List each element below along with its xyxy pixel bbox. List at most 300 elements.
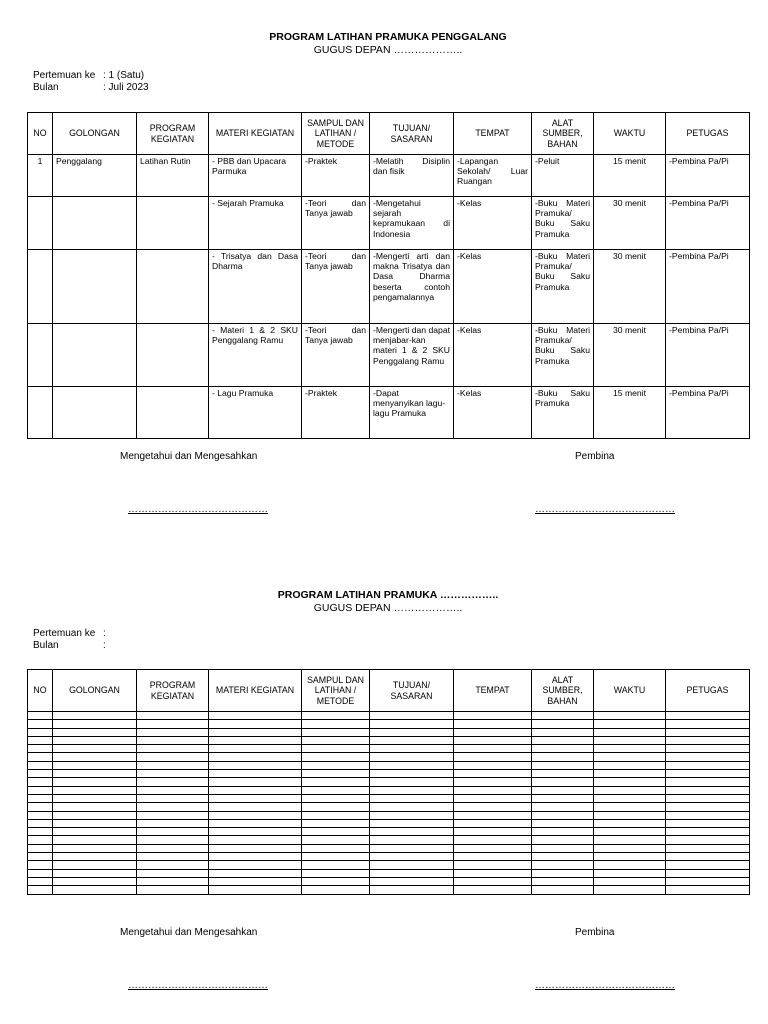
blank-cell [370, 712, 454, 720]
blank-cell [209, 861, 302, 869]
blank-cell [137, 844, 209, 852]
blank-cell [137, 712, 209, 720]
header-materi-kegiatan: MATERI KEGIATAN [209, 113, 302, 155]
blank-cell [666, 736, 750, 744]
cell-metode: -Teori dan Tanya jawab [302, 324, 370, 387]
blank-cell [302, 861, 370, 869]
header-program-kegiatan: PROGRAM KEGIATAN [137, 113, 209, 155]
pertemuan-label: Pertemuan ke [33, 628, 96, 639]
blank-cell [53, 886, 137, 894]
section1-pembina-label: Pembina [575, 451, 615, 462]
blank-cell [666, 853, 750, 861]
cell-metode: -Praktek [302, 155, 370, 197]
blank-cell [370, 869, 454, 877]
blank-cell [53, 753, 137, 761]
section2-title: PROGRAM LATIHAN PRAMUKA …………….. [277, 589, 499, 601]
cell-golongan: Penggalang [53, 155, 137, 197]
blank-cell [209, 720, 302, 728]
cell-tujuan: -Mengetahui sejarah kepramukaan di Indonesia [370, 197, 454, 250]
blank-cell [28, 761, 53, 769]
header-no: NO [28, 670, 53, 712]
blank-cell [137, 869, 209, 877]
blank-table-row [28, 728, 750, 736]
blank-cell [209, 819, 302, 827]
blank-table-row [28, 778, 750, 786]
cell-tempat: -Kelas [454, 387, 532, 439]
blank-cell [666, 720, 750, 728]
cell-program [137, 387, 209, 439]
blank-cell [209, 753, 302, 761]
blank-cell [370, 753, 454, 761]
blank-cell [454, 861, 532, 869]
blank-cell [209, 844, 302, 852]
blank-cell [454, 886, 532, 894]
blank-cell [28, 778, 53, 786]
blank-cell [370, 736, 454, 744]
blank-cell [666, 770, 750, 778]
blank-cell [532, 794, 594, 802]
section2-pembina-label: Pembina [575, 927, 615, 938]
table-header-row [28, 670, 750, 712]
blank-cell [53, 869, 137, 877]
blank-cell [209, 786, 302, 794]
blank-cell [137, 811, 209, 819]
blank-cell [28, 836, 53, 844]
header-tujuan: TUJUAN/ SASARAN [370, 113, 454, 155]
blank-cell [594, 786, 666, 794]
blank-cell [532, 770, 594, 778]
blank-cell [209, 728, 302, 736]
cell-petugas: -Pembina Pa/Pi [666, 324, 750, 387]
blank-cell [53, 720, 137, 728]
blank-table-row [28, 828, 750, 836]
blank-cell [28, 753, 53, 761]
blank-cell [666, 877, 750, 885]
section2-blank-rows [28, 712, 750, 895]
blank-cell [594, 869, 666, 877]
blank-cell [594, 712, 666, 720]
blank-cell [454, 819, 532, 827]
blank-cell [454, 869, 532, 877]
blank-cell [209, 803, 302, 811]
blank-cell [137, 836, 209, 844]
blank-cell [454, 794, 532, 802]
blank-cell [53, 844, 137, 852]
blank-cell [370, 761, 454, 769]
blank-cell [302, 720, 370, 728]
cell-no [28, 250, 53, 324]
blank-table-row [28, 861, 750, 869]
header-no: NO [28, 113, 53, 155]
blank-cell [594, 794, 666, 802]
blank-cell [454, 844, 532, 852]
blank-cell [532, 720, 594, 728]
cell-materi: - PBB dan Upacara Parmuka [209, 155, 302, 197]
cell-alat: -Buku Materi Pramuka/ Buku Saku Pramuka [532, 324, 594, 387]
blank-table-row [28, 794, 750, 802]
header-waktu: WAKTU [594, 113, 666, 155]
blank-cell [532, 869, 594, 877]
cell-golongan [53, 250, 137, 324]
blank-cell [209, 877, 302, 885]
section2-approval-label: Mengetahui dan Mengesahkan [120, 927, 258, 938]
blank-cell [532, 786, 594, 794]
blank-cell [209, 853, 302, 861]
blank-cell [28, 720, 53, 728]
blank-cell [53, 861, 137, 869]
blank-cell [532, 844, 594, 852]
blank-cell [28, 811, 53, 819]
blank-cell [666, 786, 750, 794]
cell-program: Latihan Rutin [137, 155, 209, 197]
blank-cell [532, 736, 594, 744]
blank-cell [594, 745, 666, 753]
blank-table-row [28, 786, 750, 794]
blank-cell [302, 778, 370, 786]
blank-cell [666, 745, 750, 753]
blank-cell [666, 761, 750, 769]
header-alat: ALAT SUMBER, BAHAN [532, 670, 594, 712]
blank-cell [28, 869, 53, 877]
blank-cell [209, 712, 302, 720]
blank-cell [53, 770, 137, 778]
blank-cell [28, 712, 53, 720]
blank-cell [370, 877, 454, 885]
blank-table-row [28, 753, 750, 761]
table-row [28, 387, 750, 439]
cell-tempat: -Kelas [454, 324, 532, 387]
blank-cell [454, 770, 532, 778]
blank-cell [666, 728, 750, 736]
blank-cell [666, 861, 750, 869]
blank-cell [594, 720, 666, 728]
blank-cell [594, 753, 666, 761]
blank-cell [137, 853, 209, 861]
blank-cell [370, 886, 454, 894]
blank-cell [302, 869, 370, 877]
blank-cell [53, 728, 137, 736]
blank-cell [209, 828, 302, 836]
section2-signature-line-right: …………………………………… [535, 980, 675, 991]
blank-cell [532, 803, 594, 811]
blank-cell [302, 836, 370, 844]
blank-cell [137, 770, 209, 778]
blank-cell [137, 736, 209, 744]
blank-cell [137, 761, 209, 769]
blank-cell [370, 819, 454, 827]
blank-table-row [28, 836, 750, 844]
blank-cell [302, 761, 370, 769]
blank-cell [28, 803, 53, 811]
blank-cell [53, 712, 137, 720]
section1-signature-line-left: …………………………………… [128, 504, 268, 515]
blank-cell [454, 853, 532, 861]
cell-alat: -Buku Saku Pramuka [532, 387, 594, 439]
blank-cell [209, 886, 302, 894]
cell-waktu: 15 menit [594, 155, 666, 197]
blank-cell [28, 861, 53, 869]
blank-cell [666, 803, 750, 811]
cell-petugas: -Pembina Pa/Pi [666, 250, 750, 324]
section1-meta [33, 70, 149, 94]
cell-program [137, 324, 209, 387]
blank-cell [209, 811, 302, 819]
cell-metode: -Teori dan Tanya jawab [302, 250, 370, 324]
blank-cell [137, 753, 209, 761]
cell-golongan [53, 387, 137, 439]
blank-cell [532, 861, 594, 869]
blank-cell [53, 877, 137, 885]
blank-cell [532, 712, 594, 720]
blank-cell [594, 877, 666, 885]
blank-cell [53, 778, 137, 786]
cell-no [28, 387, 53, 439]
table-row [28, 155, 750, 197]
blank-table-row [28, 745, 750, 753]
blank-cell [666, 753, 750, 761]
blank-cell [302, 803, 370, 811]
cell-materi: - Lagu Pramuka [209, 387, 302, 439]
blank-cell [28, 828, 53, 836]
blank-cell [302, 811, 370, 819]
blank-cell [666, 811, 750, 819]
blank-cell [209, 745, 302, 753]
blank-cell [137, 778, 209, 786]
blank-table-row [28, 712, 750, 720]
blank-cell [137, 720, 209, 728]
blank-cell [53, 794, 137, 802]
section2-subtitle: GUGUS DEPAN ……………….. [313, 602, 463, 614]
blank-table-row [28, 736, 750, 744]
cell-no [28, 197, 53, 250]
blank-cell [532, 877, 594, 885]
cell-materi: - Materi 1 & 2 SKU Penggalang Ramu [209, 324, 302, 387]
section2-signature-line-left: …………………………………… [128, 980, 268, 991]
cell-golongan [53, 197, 137, 250]
blank-cell [302, 877, 370, 885]
header-petugas: PETUGAS [666, 113, 750, 155]
blank-cell [28, 886, 53, 894]
blank-cell [666, 794, 750, 802]
blank-cell [594, 736, 666, 744]
blank-cell [28, 745, 53, 753]
blank-cell [302, 786, 370, 794]
cell-program [137, 197, 209, 250]
blank-cell [454, 786, 532, 794]
cell-metode: -Teori dan Tanya jawab [302, 197, 370, 250]
blank-cell [532, 811, 594, 819]
blank-table-row [28, 761, 750, 769]
cell-tujuan: -Dapat menyanyikan lagu-lagu Pramuka [370, 387, 454, 439]
section1-subtitle: GUGUS DEPAN ……………….. [313, 44, 463, 56]
blank-cell [302, 844, 370, 852]
blank-cell [53, 745, 137, 753]
blank-cell [370, 728, 454, 736]
blank-cell [137, 803, 209, 811]
table-row [28, 197, 750, 250]
blank-cell [28, 877, 53, 885]
blank-cell [53, 828, 137, 836]
blank-cell [53, 819, 137, 827]
blank-cell [594, 811, 666, 819]
blank-cell [666, 778, 750, 786]
blank-table-row [28, 720, 750, 728]
blank-cell [594, 803, 666, 811]
blank-cell [532, 728, 594, 736]
blank-cell [302, 828, 370, 836]
cell-alat: -Buku Materi Pramuka/ Buku Saku Pramuka [532, 250, 594, 324]
cell-golongan [53, 324, 137, 387]
bulan-label: Bulan [33, 640, 59, 651]
blank-cell [454, 736, 532, 744]
table-header-row [28, 113, 750, 155]
blank-table-row [28, 819, 750, 827]
blank-cell [370, 803, 454, 811]
cell-petugas: -Pembina Pa/Pi [666, 155, 750, 197]
blank-cell [594, 819, 666, 827]
blank-cell [302, 853, 370, 861]
pertemuan-value: : [103, 628, 106, 639]
cell-materi: - Trisatya dan Dasa Dharma [209, 250, 302, 324]
blank-cell [454, 745, 532, 753]
blank-cell [209, 794, 302, 802]
blank-cell [594, 728, 666, 736]
bulan-value: : Juli 2023 [103, 82, 149, 93]
blank-cell [370, 786, 454, 794]
blank-cell [370, 811, 454, 819]
blank-cell [532, 836, 594, 844]
blank-cell [137, 861, 209, 869]
cell-alat: -Peluit [532, 155, 594, 197]
bulan-label: Bulan [33, 82, 59, 93]
blank-cell [28, 794, 53, 802]
blank-cell [594, 761, 666, 769]
blank-cell [53, 761, 137, 769]
blank-cell [532, 778, 594, 786]
blank-cell [302, 728, 370, 736]
blank-cell [53, 836, 137, 844]
blank-cell [302, 712, 370, 720]
blank-cell [594, 844, 666, 852]
cell-materi: - Sejarah Pramuka [209, 197, 302, 250]
section2-meta [33, 628, 106, 652]
header-petugas: PETUGAS [666, 670, 750, 712]
cell-metode: -Praktek [302, 387, 370, 439]
blank-cell [594, 770, 666, 778]
blank-cell [302, 886, 370, 894]
blank-cell [302, 745, 370, 753]
blank-cell [28, 844, 53, 852]
blank-cell [370, 836, 454, 844]
blank-cell [454, 811, 532, 819]
cell-alat: -Buku Materi Pramuka/ Buku Saku Pramuka [532, 197, 594, 250]
blank-cell [53, 811, 137, 819]
blank-cell [594, 836, 666, 844]
blank-cell [137, 786, 209, 794]
blank-cell [370, 770, 454, 778]
blank-cell [532, 828, 594, 836]
blank-cell [53, 803, 137, 811]
blank-cell [454, 728, 532, 736]
blank-cell [209, 770, 302, 778]
blank-cell [532, 753, 594, 761]
cell-waktu: 30 menit [594, 324, 666, 387]
blank-cell [370, 853, 454, 861]
header-metode: SAMPUL DAN LATIHAN / METODE [302, 670, 370, 712]
table-row [28, 324, 750, 387]
blank-cell [594, 828, 666, 836]
header-tujuan: TUJUAN/ SASARAN [370, 670, 454, 712]
cell-tujuan: -Melatih Disiplin dan fisik [370, 155, 454, 197]
header-metode: SAMPUL DAN LATIHAN / METODE [302, 113, 370, 155]
blank-cell [370, 828, 454, 836]
blank-cell [666, 886, 750, 894]
blank-cell [137, 877, 209, 885]
section1-approval-label: Mengetahui dan Mengesahkan [120, 451, 258, 462]
blank-cell [594, 778, 666, 786]
blank-cell [53, 853, 137, 861]
blank-cell [532, 761, 594, 769]
blank-cell [28, 770, 53, 778]
blank-cell [137, 886, 209, 894]
blank-cell [209, 778, 302, 786]
section1-title: PROGRAM LATIHAN PRAMUKA PENGGALANG [269, 31, 507, 43]
blank-cell [28, 853, 53, 861]
blank-cell [137, 794, 209, 802]
cell-waktu: 30 menit [594, 250, 666, 324]
table-row [28, 250, 750, 324]
blank-cell [666, 844, 750, 852]
blank-cell [28, 736, 53, 744]
blank-table-row [28, 803, 750, 811]
blank-cell [302, 770, 370, 778]
blank-cell [454, 720, 532, 728]
blank-cell [28, 819, 53, 827]
blank-cell [302, 736, 370, 744]
blank-cell [594, 886, 666, 894]
blank-cell [454, 778, 532, 786]
section1-program-table [27, 112, 750, 439]
blank-cell [454, 712, 532, 720]
blank-cell [209, 836, 302, 844]
blank-cell [532, 853, 594, 861]
blank-cell [302, 753, 370, 761]
blank-cell [666, 828, 750, 836]
header-materi-kegiatan: MATERI KEGIATAN [209, 670, 302, 712]
blank-table-row [28, 811, 750, 819]
pertemuan-value: : 1 (Satu) [103, 70, 145, 81]
blank-cell [594, 861, 666, 869]
blank-cell [370, 794, 454, 802]
blank-cell [209, 736, 302, 744]
blank-cell [666, 819, 750, 827]
blank-table-row [28, 844, 750, 852]
blank-cell [370, 861, 454, 869]
blank-cell [370, 745, 454, 753]
blank-cell [454, 828, 532, 836]
cell-no: 1 [28, 155, 53, 197]
blank-cell [532, 745, 594, 753]
blank-cell [302, 819, 370, 827]
blank-cell [454, 761, 532, 769]
cell-petugas: -Pembina Pa/Pi [666, 387, 750, 439]
blank-cell [532, 819, 594, 827]
blank-table-row [28, 886, 750, 894]
blank-cell [454, 877, 532, 885]
section1-signature-line-right: …………………………………… [535, 504, 675, 515]
cell-waktu: 15 menit [594, 387, 666, 439]
header-waktu: WAKTU [594, 670, 666, 712]
